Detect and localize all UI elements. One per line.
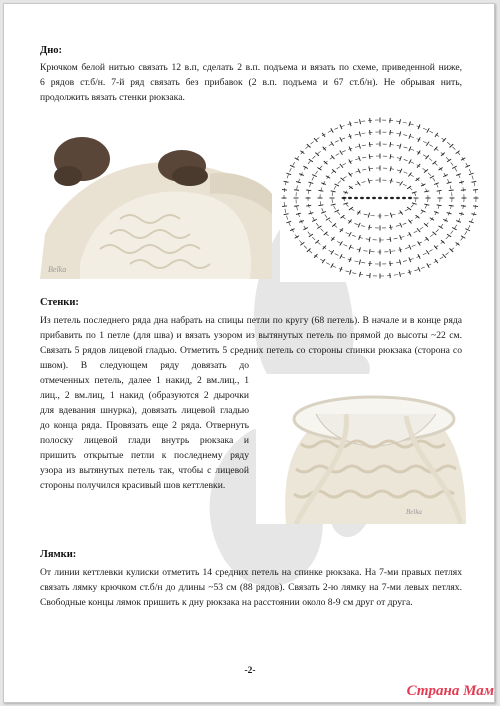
stitch-mark — [282, 190, 287, 191]
section-title-bottom: Дно: — [40, 45, 63, 56]
photo-signature: Belka — [406, 508, 422, 516]
text-line: 6 рядов ст.б/н. 7-й ряд связать без прибавок (2 в.п. подъема и 67 ст.б/н). Не обрывая нить, — [40, 77, 462, 88]
text-line: Крючком белой нитью связать 12 в.п, сделать 2 в.п. подъема и вязать по схеме, приведенной ниже, — [40, 62, 462, 73]
stitch-mark — [461, 190, 466, 191]
text-line: От линии кеттлевки кулиски отметить 14 средних петель на спинке рюкзака. На 7-ми правых петлях — [40, 567, 462, 578]
stitch-mark — [370, 273, 371, 278]
stitch-mark — [473, 190, 478, 191]
stitch-mark — [390, 273, 391, 278]
text-line: Свободные концы лямок пришить к дну рюкзака на расстоянии около 8-9 см друг от друга. — [40, 597, 413, 608]
stitch-mark — [370, 130, 371, 135]
site-logo[interactable]: Страна Мам — [406, 683, 494, 699]
section-title-straps: Лямки: — [40, 549, 77, 560]
section-title-walls: Стенки: — [40, 297, 79, 308]
text-line: для вдевания шнурка), довязать лицевой гладью — [40, 405, 249, 416]
stitch-mark — [282, 206, 287, 207]
backpack-opening-photo — [256, 374, 480, 524]
text-line: лиц., 2 вм.лиц, 1 накид (образуются 2 дырочки — [40, 390, 249, 401]
page-number: -2- — [244, 666, 256, 676]
stitch-mark — [294, 190, 299, 191]
text-line: Из петель последнего ряда дна набрать на спицы петли по кругу (68 петель). В начале и в конце ряда — [40, 315, 462, 326]
section-text-bottom — [40, 60, 462, 105]
text-line: пришить открытые петли к последнему ряду — [40, 450, 249, 461]
stitch-mark — [461, 206, 466, 207]
stitch-mark — [390, 261, 391, 266]
stitch-mark — [370, 118, 371, 123]
text-line: прибавить по 1 петле (для шва) и вязать узором из вытянутых петель по прямой до высоты ~22 см. — [40, 330, 462, 341]
stitch-mark — [294, 206, 299, 207]
crochet-chart-diagram — [280, 114, 480, 282]
text-line: до конца ряда. Провязать еще 2 ряда. Отвернуть — [40, 420, 249, 431]
section-text-walls-full — [40, 313, 462, 373]
section-text-walls-narrow — [40, 373, 249, 493]
text-line: стороны получился красивый шов кеттлевки. — [40, 480, 226, 491]
sheep-backpack-photo — [40, 114, 272, 279]
text-line: отмеченных петель, далее 1 накид, 2 вм.лиц., 1 — [40, 375, 249, 386]
document-page — [3, 3, 495, 703]
text-line: полоску лицевой глади внутрь рюкзака и — [40, 435, 249, 446]
stitch-mark — [390, 118, 391, 123]
stitch-mark — [390, 130, 391, 135]
text-line: связать лямку крючком ст.б/н до длины ~53 см (88 рядов). Связать 2-ю лямку на 7-ми левых петлях. — [40, 582, 462, 593]
photo-signature: Belka — [48, 265, 67, 274]
stitch-mark — [473, 206, 478, 207]
text-line: узора из вытянутых петель так, чтобы с лицевой — [40, 465, 249, 476]
section-text-straps — [40, 565, 462, 610]
text-line: Связать 5 рядов лицевой гладью. Отметить 5 средних петель со стороны спинки рюкзака (сторона со — [40, 345, 462, 356]
text-line: продолжить вязать стенки рюкзака. — [40, 92, 185, 103]
stitch-mark — [370, 261, 371, 266]
text-line: швом). В следующем ряду довязать до — [40, 360, 249, 371]
